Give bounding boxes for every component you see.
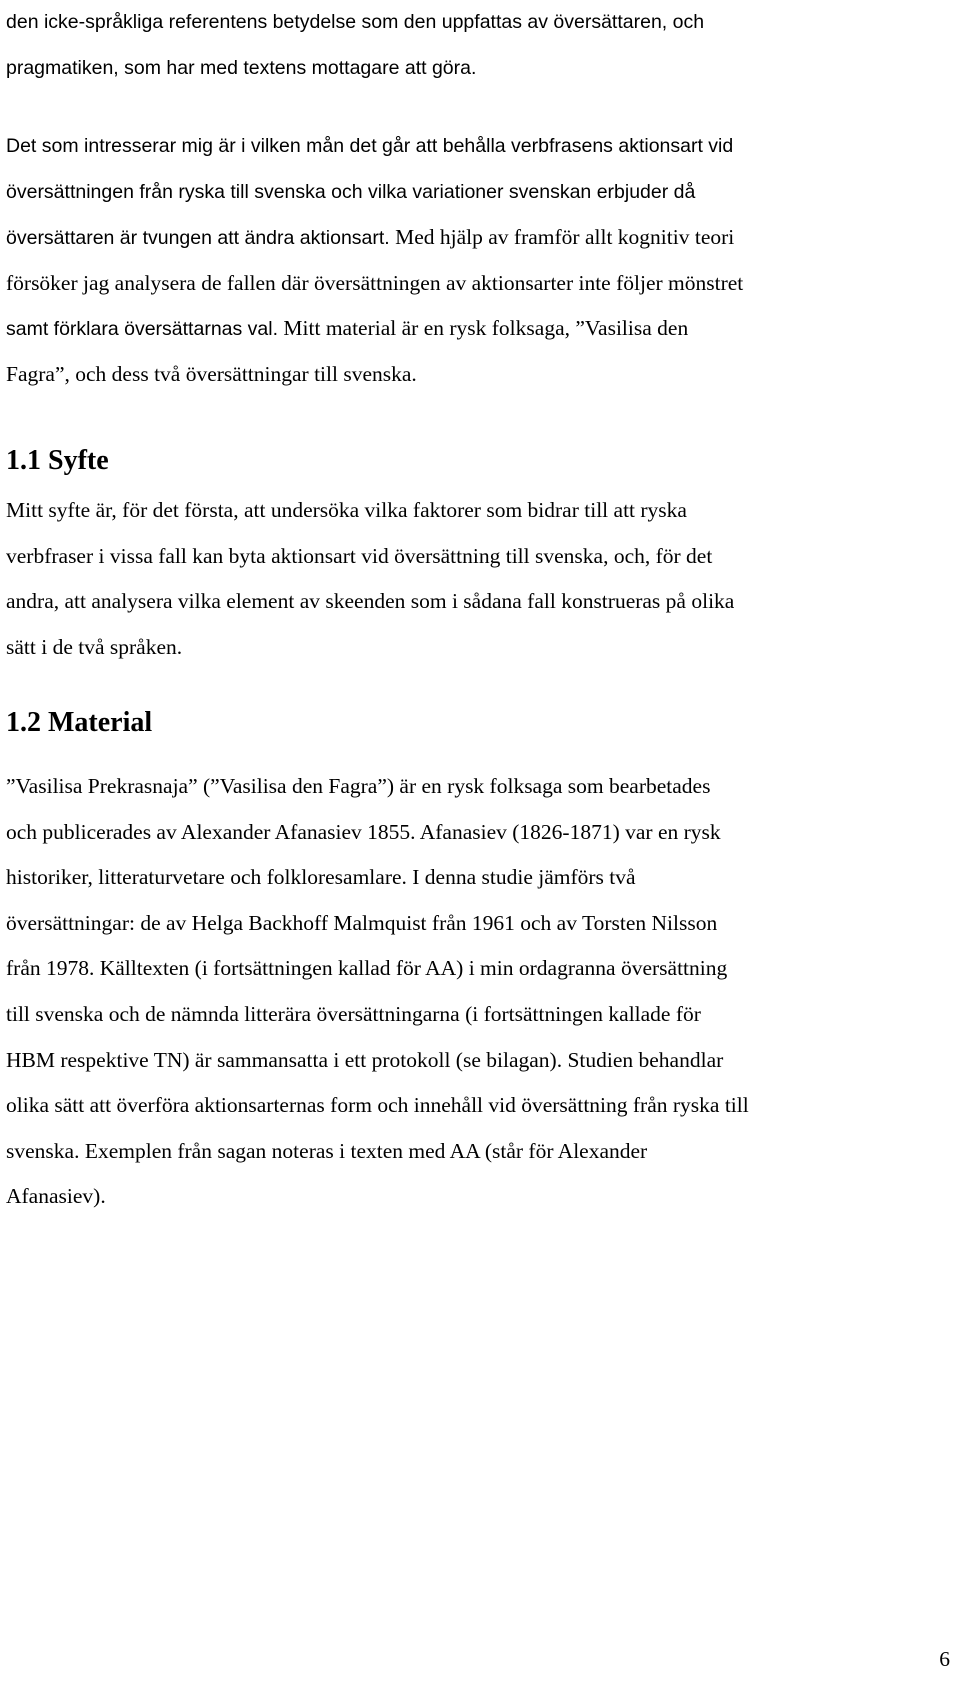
text-line: svenska. Exemplen från sagan noteras i texten med AA (står för Alexander — [6, 1138, 648, 1163]
document-page — [6, 0, 956, 1686]
section-heading: 1.1 Syfte — [6, 445, 109, 476]
text-line: HBM respektive TN) är sammansatta i ett protokoll (se bilagan). Studien behandlar — [6, 1047, 724, 1072]
text-line: försöker jag analysera de fallen där översättningen av aktionsarter inte följer mönstret — [6, 270, 744, 295]
text-segment: Med hjälp av framför allt kognitiv teori — [395, 225, 735, 250]
text-line — [6, 306, 743, 352]
section-material — [6, 706, 152, 740]
syfte-paragraph — [6, 488, 734, 670]
text-line: översättningen från ryska till svenska och vilka variationer svenskan erbjuder då — [6, 180, 696, 203]
text-line: till svenska och de nämnda litterära översättningarna (i fortsättningen kallade för — [6, 1001, 701, 1026]
text-line: Mitt syfte är, för det första, att undersöka vilka faktorer som bidrar till att ryska — [6, 498, 687, 522]
text-segment: samt förklara översättarnas val. — [6, 318, 279, 341]
text-line: från 1978. Källtexten (i fortsättningen kallad för AA) i min ordagranna översättning — [6, 956, 728, 981]
text-line — [6, 215, 743, 261]
section-syfte — [6, 444, 109, 478]
purpose-paragraph — [6, 124, 743, 398]
text-line: pragmatiken, som har med textens mottagare att göra. — [6, 56, 477, 79]
page-number: 6 — [939, 1647, 950, 1671]
text-line: andra, att analysera vilka element av skeenden som i sådana fall konstrueras på olika — [6, 589, 735, 614]
text-line: Afanasiev). — [6, 1184, 106, 1209]
text-line: översättningar: de av Helga Backhoff Malmquist från 1961 och av Torsten Nilsson — [6, 910, 718, 935]
text-segment: översättaren är tvungen att ändra aktionsart. — [6, 227, 390, 250]
text-line: historiker, litteraturvetare och folkloresamlare. I denna studie jämförs två — [6, 865, 636, 890]
text-line: verbfraser i vissa fall kan byta aktionsart vid översättning till svenska, och, för det — [6, 543, 713, 568]
text-line: och publicerades av Alexander Afanasiev 1855. Afanasiev (1826-1871) var en rysk — [6, 819, 721, 844]
intro-paragraph — [6, 0, 704, 91]
text-line: sätt i de två språken. — [6, 634, 183, 659]
text-line: Det som intresserar mig är i vilken mån det går att behålla verbfrasens aktionsart vid — [6, 135, 734, 157]
text-line: ”Vasilisa Prekrasnaja” (”Vasilisa den Fagra”) är en rysk folksaga som bearbetades — [6, 774, 711, 798]
text-line: den icke-språkliga referentens betydelse som den uppfattas av översättaren, och — [6, 11, 705, 33]
text-segment: Mitt material är en rysk folksaga, ”Vasilisa den — [283, 316, 689, 341]
section-heading: 1.2 Material — [6, 707, 153, 738]
text-line: olika sätt att överföra aktionsarternas form och innehåll vid översättning från ryska till — [6, 1093, 749, 1118]
material-paragraph — [6, 764, 749, 1220]
text-line: Fagra”, och dess två översättningar till svenska. — [6, 361, 417, 386]
